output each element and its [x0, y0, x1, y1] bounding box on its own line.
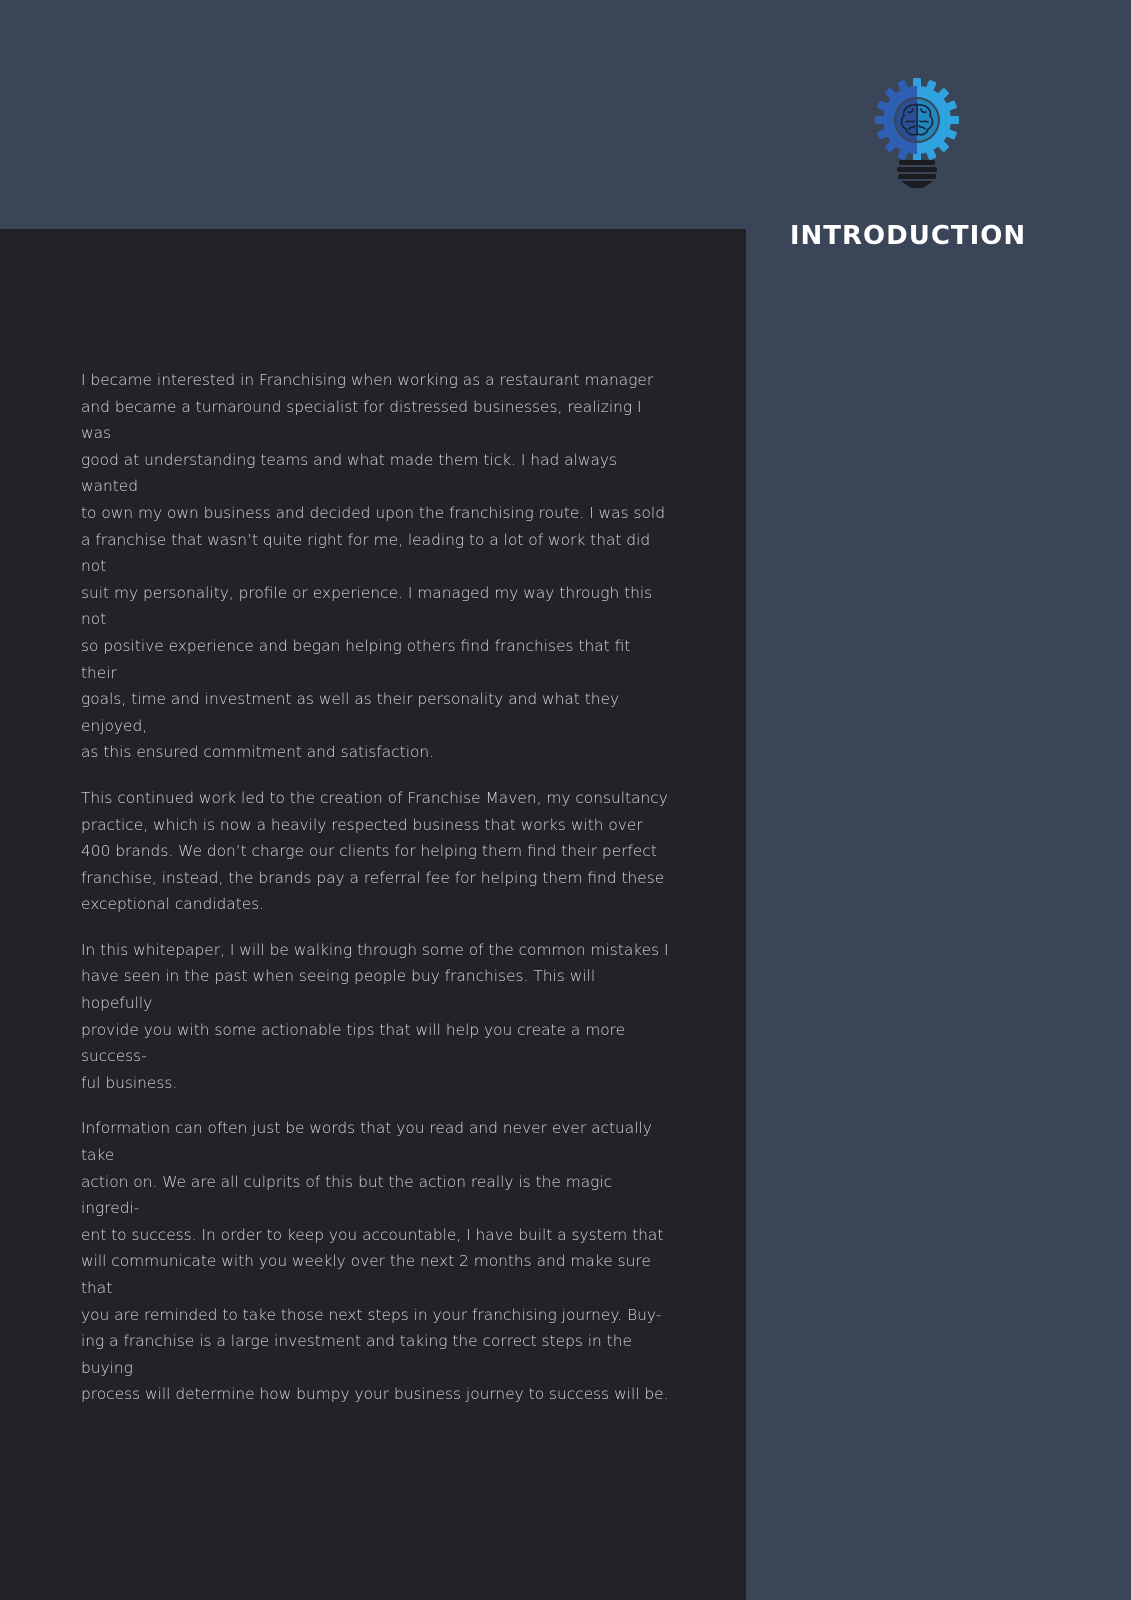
paragraph: In this whitepaper, I will be walking through some of the common mistakes I have seen in the past when seeing people buy franchises. This will hopefully provide you with some actionable tips that will help you create a more success- ful business. [81, 940, 669, 1092]
lightbulb-gear-brain-icon [875, 78, 959, 192]
paragraph: Information can often just be words that you read and never ever actually take action on. We are all culprits of this but the action really is the magic ingredi- ent to success. In order to keep you accountable, I have built a system that will communicate with you weekly over the next 2 months and make sure that you are reminded to take those next steps in your franchising journey. Buy- ing a franchise is a large investment and taking the correct steps in the buying process will determine how bumpy your business journey to success will be. [81, 1119, 669, 1404]
paragraph: This continued work led to the creation of Franchise Maven, my consultancy practice, which is now a heavily respected business that works with over 400 brands. We don’t charge our clients for helping them find their perfect franchise, instead, the brands pay a referral fee for helping them find these exceptional candidates. [81, 788, 668, 914]
section-title: INTRODUCTION [789, 221, 1027, 251]
body-text [81, 367, 671, 1427]
paragraph: I became interested in Franchising when working as a restaurant manager and became a turnaround specialist for distressed businesses, realizing I was good at understanding teams and what made them tick. I had always wanted to own my own business and decided upon the franchising route. I was sold a franchise that wasn’t quite right for me, leading to a lot of work that did not suit my personality, profile or experience. I managed my way through this not so positive experience and began helping others find franchises that fit their goals, time and investment as well as their personality and what they enjoyed, as this ensured commitment and satisfaction. [81, 371, 665, 762]
